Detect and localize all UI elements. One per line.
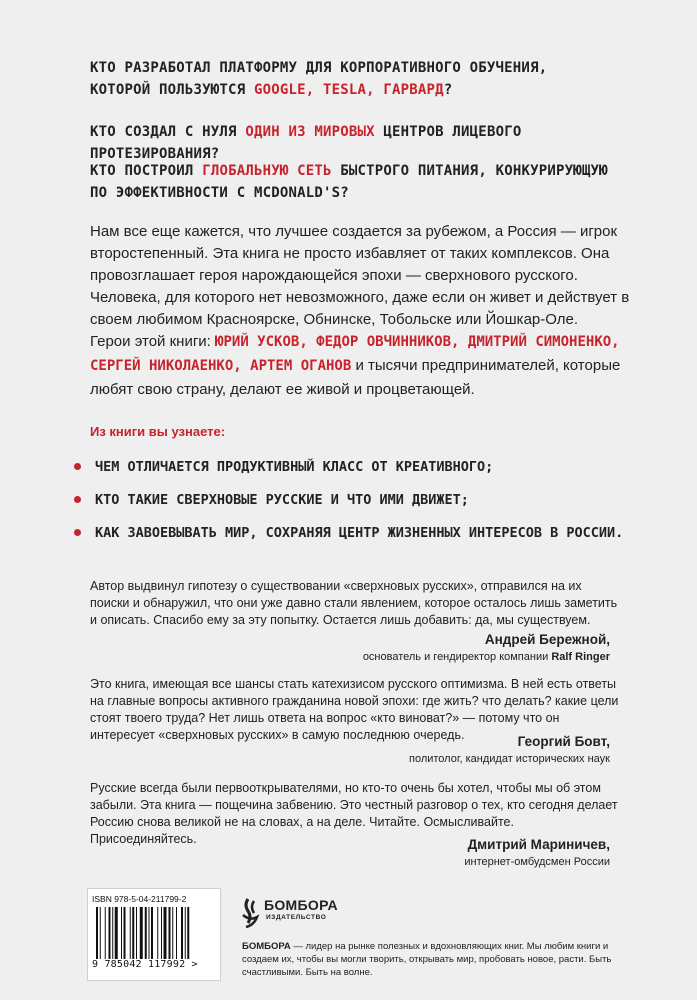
barcode-bar (176, 907, 177, 959)
question-1 (90, 57, 650, 101)
barcode-bar (96, 907, 98, 959)
intro-paragraph: Нам все еще кажется, что лучшее создается за рубежом, а Россия — игрок второстепенный. Эта книга не просто избавляет от таких комплексов. Она провозглашает героя нарождающейся эпохи — сверхнового русского. Человека, для которого нет невозможного, даже если он живет и действует в своем любимом Красноярске, Обнинске, Тобольске или Йошкар-Оле. (90, 223, 630, 328)
question-1-text-a: КТО РАЗРАБОТАЛ ПЛАТФОРМУ ДЛЯ КОРПОРАТИВНОГО ОБУЧЕНИЯ, (90, 60, 548, 76)
barcode-bar (145, 907, 147, 959)
publisher-name: БОМБОРА (264, 897, 338, 913)
learn-title: Из книги вы узнаете: (90, 424, 226, 439)
learn-item-text: ЧЕМ ОТЛИЧАЕТСЯ ПРОДУКТИВНЫЙ КЛАСС ОТ КРЕАТИВНОГО; (95, 459, 494, 475)
quote-2-role: политолог, кандидат исторических наук (408, 753, 610, 765)
quote-2-author: Георгий Бовт, (517, 734, 610, 749)
publisher-sub: ИЗДАТЕЛЬСТВО (266, 914, 327, 921)
learn-item-text: КТО ТАКИЕ СВЕРХНОВЫЕ РУССКИЕ И ЧТО ИМИ ДВИЖЕТ; (95, 492, 469, 508)
barcode-bar (151, 907, 153, 959)
question-2-text-a: КТО СОЗДАЛ С НУЛЯ (90, 124, 246, 140)
barcode-bar (185, 907, 186, 959)
question-1-highlight: GOOGLE, TESLA, ГАРВАРД (253, 82, 444, 98)
barcode-bar (181, 907, 183, 959)
barcode-bar (124, 907, 126, 959)
barcode-bar (161, 907, 162, 959)
quote-1-author: Андрей Бережной, (484, 632, 610, 647)
barcode-bar (187, 907, 189, 959)
learn-item-text: КАК ЗАВОЕВЫВАТЬ МИР, СОХРАНЯЯ ЦЕНТР ЖИЗНЕННЫХ ИНТЕРЕСОВ В РОССИИ. (95, 525, 624, 541)
question-3 (90, 160, 650, 204)
barcode-bar (172, 907, 173, 959)
barcode-bar (149, 907, 150, 959)
quote-2-text: Это книга, имеющая все шансы стать катехизисом русского оптимизма. В ней есть ответы на главные вопросы активного гражданина новой эпохи: где жить? что делать? какие цели стоят твоего труда? Нет лишь ответа на вопрос «кто виноват?» — потому что он интересует «сверхновых русских» в самую последнюю очередь. (90, 677, 619, 742)
barcode-bar (169, 907, 171, 959)
question-1-text-b: КОТОРОЙ ПОЛЬЗУЮТСЯ (90, 82, 254, 98)
quote-3-role: интернет-омбудсмен России (464, 856, 610, 868)
question-2 (90, 121, 650, 165)
barcode-bar (164, 907, 167, 959)
publisher-blurb-text: — лидер на рынке полезных и вдохновляющих книг. Мы любим книги и создаем их, чтобы вы могли творить, открывать мир, пробовать новое, расти. Быть счастливыми. Быть на волне. (242, 941, 612, 978)
isbn-label: ISBN 978-5-04-211799-2 (92, 894, 187, 904)
quote-1-role-company: Ralf Ringer (551, 651, 610, 663)
barcode-bar (121, 907, 122, 959)
question-3-highlight: ГЛОБАЛЬНУЮ СЕТЬ (202, 163, 332, 179)
barcode-bar (112, 907, 113, 959)
barcode-bars (96, 907, 214, 959)
heroes-paragraph (90, 330, 650, 402)
publisher-blurb (242, 940, 622, 979)
question-3-text-b: БЫСТРОГО ПИТАНИЯ, КОНКУРИРУЮЩУЮ ПО ЭФФЕКТИВНОСТИ С MCDONALD'S? (90, 163, 608, 201)
publisher-blurb-name: БОМБОРА (242, 941, 291, 952)
barcode-bar (132, 907, 134, 959)
barcode-bar (157, 907, 158, 959)
quote-1-text: Автор выдвинул гипотезу о существовании «сверхновых русских», отправился на их поиски и обнаружил, что они уже давно стали явлением, которое осталось лишь заметить и описать. Спасибо ему за эту попытку. Остается лишь добавить: да, мы существуем. (90, 579, 618, 627)
barcode-bar (105, 907, 106, 959)
barcode (87, 888, 221, 981)
barcode-bar (100, 907, 101, 959)
quote-1-role-text: основатель и гендиректор компании (362, 651, 552, 663)
question-1-text-c: ? (443, 82, 453, 98)
barcode-bar (130, 907, 131, 959)
question-2-text-b: ЦЕНТРОВ ЛИЦЕВОГО ПРОТЕЗИРОВАНИЯ? (90, 124, 522, 162)
barcode-bar (109, 907, 111, 959)
barcode-digits: 9 785042 117992 > (92, 959, 198, 970)
bullet-dot-icon (74, 463, 81, 470)
quote-3-author: Дмитрий Мариничев, (467, 837, 610, 852)
bullet-dot-icon (74, 529, 81, 536)
heroes-names: ЮРИЙ УСКОВ, ФЕДОР ОВЧИННИКОВ, ДМИТРИЙ СИМОНЕНКО, СЕРГЕЙ НИКОЛАЕНКО, АРТЕМ ОГАНОВ (90, 334, 620, 374)
barcode-bar (115, 907, 118, 959)
question-2-highlight: ОДИН ИЗ МИРОВЫХ (245, 124, 375, 140)
heroes-tail: и тысячи предпринимателей, которые любят свою страну, делают ее живой и процветающей. (90, 357, 621, 398)
quote-1-role (363, 651, 610, 663)
barcode-bar (140, 907, 143, 959)
question-3-text-a: КТО ПОСТРОИЛ (90, 163, 203, 179)
quote-3-text: Русские всегда были первооткрывателями, но кто-то очень бы хотел, чтобы мы об этом забыли. Эта книга — пощечина забвению. Это честный разговор о тех, кто сегодня делает Россию снова великой не на словах, а на деле. Читайте. Осмысливайте. Присоединяйтесь. (90, 781, 618, 846)
barcode-bar (136, 907, 137, 959)
bullet-dot-icon (74, 496, 81, 503)
heroes-lead: Герои этой книги: (90, 333, 216, 350)
